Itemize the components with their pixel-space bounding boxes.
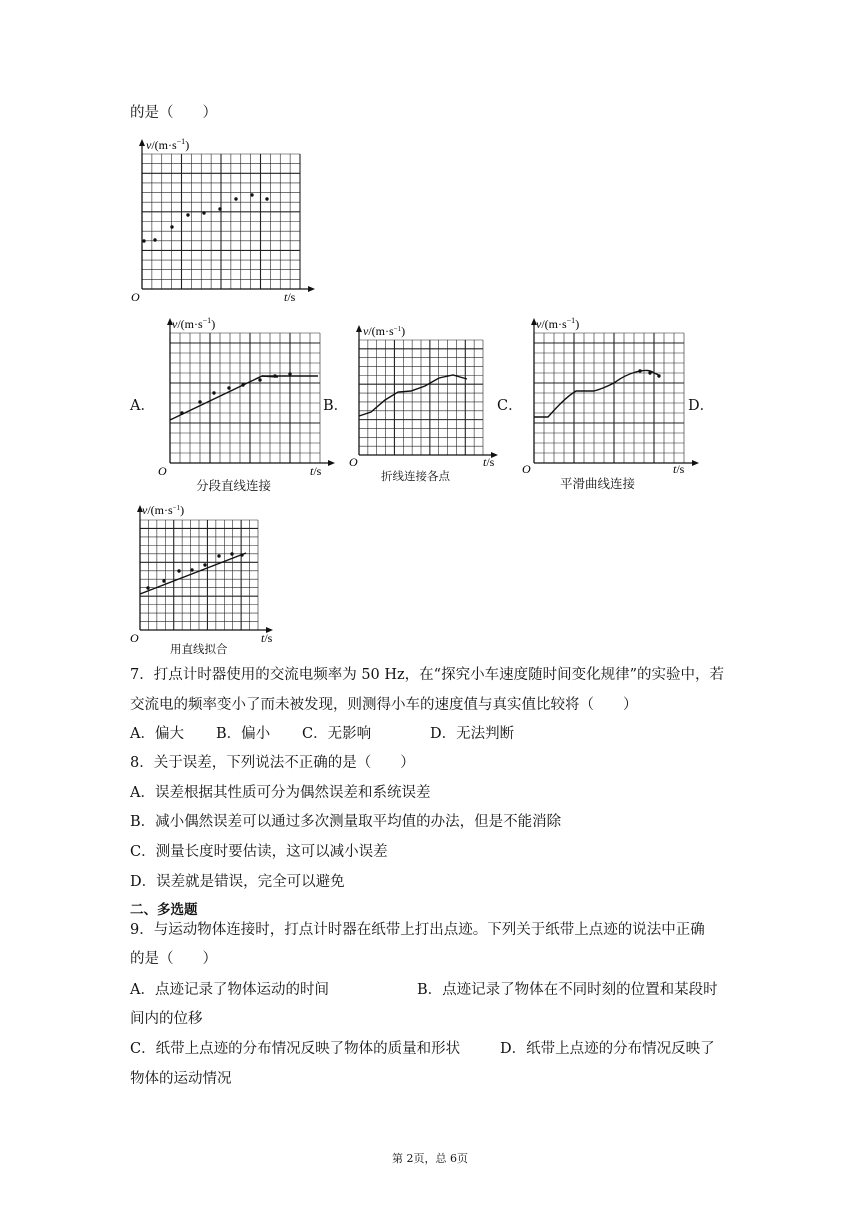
data-point [146, 586, 149, 589]
option-d-svg [126, 500, 286, 646]
option-a-caption: 分段直线连接 [196, 478, 272, 493]
option-b-caption: 折线连接各点 [381, 469, 450, 483]
option-b-letter: B． [323, 398, 349, 414]
data-point [234, 197, 237, 200]
svg-text:O: O [130, 631, 139, 645]
q8-option-a: A．误差根据其性质可分为偶然误差和系统误差 [130, 785, 431, 801]
q9-option-d-line2: 物体的运动情况 [130, 1071, 232, 1087]
data-point [657, 374, 660, 377]
page-footer: 第 2页，总 6页 [392, 1152, 468, 1165]
q9-line2: 的是（ ） [130, 951, 217, 967]
svg-text:v/(m·s−1): $v/(m\cdot s^{-1})$ [363, 324, 406, 338]
data-point [217, 554, 220, 557]
main-graph-svg [120, 134, 320, 304]
svg-text:v/(m·s−1): $v/(m\cdot s^{-1})$ [536, 316, 580, 331]
q8-option-d: D．误差就是错误，完全可以避免 [130, 874, 345, 890]
option-a-letter: A． [130, 398, 155, 414]
option-b-svg [343, 320, 503, 470]
svg-text:v/(m·s−1): $v/(m\cdot s^{-1})$ [142, 503, 185, 517]
origin-label: O [131, 290, 140, 304]
v-axis-label: $v/(m\cdot s^{-1})$ [146, 137, 190, 152]
q8-stem: 8．关于误差，下列说法不正确的是（ ） [130, 755, 415, 771]
data-point [170, 225, 173, 228]
q7-option-b: B．偏小 [216, 726, 271, 742]
q7-option-c: C．无影响 [302, 726, 372, 742]
main-axes [139, 139, 315, 292]
option-c-svg [518, 313, 693, 478]
svg-text:t/s: t/s [261, 631, 273, 645]
data-point [202, 211, 205, 214]
section-title-multi: 二、多选题 [130, 902, 198, 918]
q9-line1: 9．与运动物体连接时，打点计时器在纸带上打出点迹。下列关于纸带上点迹的说法中正确 [130, 922, 705, 938]
data-point [142, 239, 145, 242]
data-point [230, 552, 233, 555]
option-d-graph [126, 500, 286, 646]
q9-option-c: C．纸带上点迹的分布情况反映了物体的质量和形状 [130, 1041, 461, 1057]
q9-option-a: A．点迹记录了物体运动的时间 [130, 982, 329, 998]
option-d-caption: 用直线拟合 [170, 642, 228, 656]
option-c-caption: 平滑曲线连接 [560, 476, 636, 491]
data-point [288, 372, 291, 375]
q9-option-b-line1: B．点迹记录了物体在不同时刻的位置和某段时 [417, 982, 718, 998]
data-point [648, 371, 651, 374]
q7-line1: 7．打点计时器使用的交流电频率为 50 Hz，在“探究小车速度随时间变化规律”的实验中，若 [130, 667, 725, 683]
option-a-graph [150, 313, 340, 478]
data-point [218, 207, 221, 210]
data-point [250, 193, 253, 196]
svg-text:t/s: t/s [483, 455, 495, 469]
data-point [212, 391, 215, 394]
main-grid [142, 154, 300, 289]
svg-text:O: O [522, 462, 531, 476]
t-axis-label: t/s [284, 290, 296, 304]
data-point [190, 568, 193, 571]
data-point [177, 569, 180, 572]
q8-option-c: C．测量长度时要估读，这可以减小误差 [130, 844, 388, 860]
option-d-letter: D． [688, 398, 715, 414]
data-point [258, 378, 261, 381]
data-point [186, 213, 189, 216]
q7-line2: 交流电的频率变小了而未被发现，则测得小车的速度值与真实值比较将（ ） [130, 697, 638, 713]
q9-option-d-line1: D．纸带上点迹的分布情况反映了 [500, 1041, 715, 1057]
q7-option-d: D．无法判断 [430, 726, 515, 742]
q7-option-a: A．偏大 [130, 726, 184, 742]
data-point [240, 553, 243, 556]
svg-text:t/s: t/s [310, 464, 322, 478]
main-graph [120, 134, 320, 304]
data-point [153, 238, 156, 241]
q9-option-b-line2: 间内的位移 [130, 1011, 203, 1027]
option-c-graph [518, 313, 693, 478]
data-point [638, 369, 641, 372]
svg-text:t/s: t/s [673, 462, 685, 476]
main-points [142, 193, 268, 242]
svg-text:v/(m·s−1): $v/(m\cdot s^{-1})$ [172, 316, 216, 331]
option-c-letter: C． [497, 398, 523, 414]
svg-text:O: O [158, 464, 167, 478]
option-a-svg [150, 313, 340, 478]
data-point [203, 563, 206, 566]
option-b-graph [343, 320, 503, 470]
data-point [198, 400, 201, 403]
data-point [265, 197, 268, 200]
q8-option-b: B．减小偶然误差可以通过多次测量取平均值的办法，但是不能消除 [130, 814, 562, 830]
data-point [162, 579, 165, 582]
svg-text:O: O [349, 455, 358, 469]
q6-stem-tail: 的是（ ） [130, 105, 217, 121]
data-point [227, 386, 230, 389]
